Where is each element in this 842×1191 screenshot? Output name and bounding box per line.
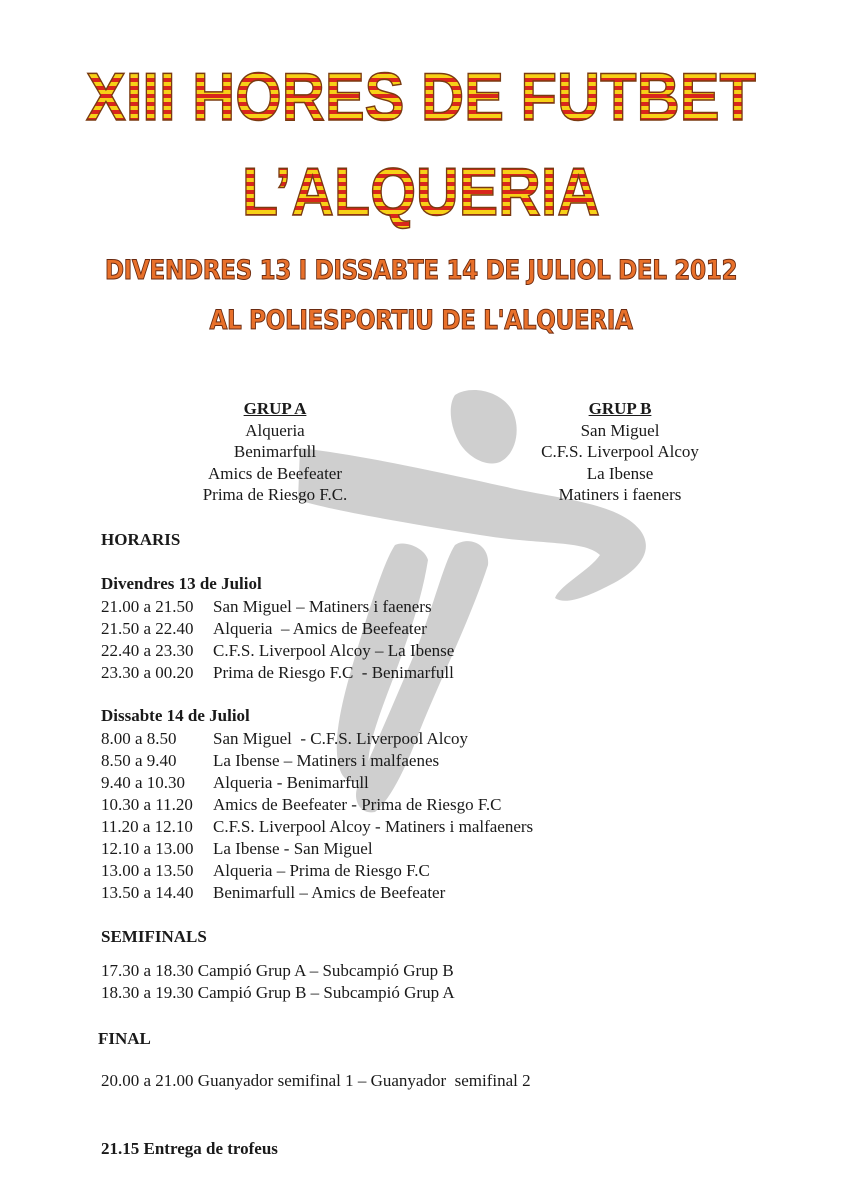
match-time: 8.00 a 8.50 bbox=[101, 729, 177, 748]
final-row: 20.00 a 21.00 Guanyador semifinal 1 – Guanyador semifinal 2 bbox=[101, 1071, 531, 1090]
match-time: 21.50 a 22.40 bbox=[101, 619, 194, 638]
friday-heading: Divendres 13 de Juliol bbox=[101, 574, 262, 593]
group-b bbox=[505, 398, 735, 506]
team: C.F.S. Liverpool Alcoy bbox=[541, 442, 699, 461]
match-teams: Alqueria – Amics de Beefeater bbox=[213, 619, 427, 638]
title-line-2: L’ALQUERIA bbox=[242, 154, 600, 230]
match-time: 23.30 a 00.20 bbox=[101, 663, 194, 682]
match-teams: Alqueria - Benimarfull bbox=[213, 773, 369, 792]
team: Amics de Beefeater bbox=[207, 463, 343, 483]
match-row bbox=[101, 640, 454, 662]
match-row bbox=[101, 662, 454, 684]
match-teams: San Miguel - C.F.S. Liverpool Alcoy bbox=[213, 729, 469, 748]
match-row bbox=[101, 596, 454, 618]
match-row bbox=[101, 860, 533, 882]
match-teams: San Miguel – Matiners i faeners bbox=[213, 597, 432, 616]
match-row bbox=[101, 750, 533, 772]
semifinal-matches bbox=[101, 960, 455, 1004]
match-teams: La Ibense - San Miguel bbox=[213, 839, 373, 858]
match-time: 22.40 a 23.30 bbox=[101, 641, 194, 660]
match-row bbox=[101, 772, 533, 794]
match-time: 8.50 a 9.40 bbox=[101, 751, 177, 770]
friday-matches bbox=[101, 596, 454, 684]
group-b-heading: GRUP B bbox=[588, 399, 652, 418]
final-match bbox=[101, 1070, 531, 1092]
match-teams: Alqueria – Prima de Riesgo F.C bbox=[213, 861, 430, 880]
saturday-heading: Dissabte 14 de Juliol bbox=[101, 706, 250, 725]
team: Matiners i faeners bbox=[558, 485, 682, 504]
group-a-heading: GRUP A bbox=[243, 399, 307, 418]
final-heading: FINAL bbox=[98, 1029, 151, 1048]
team: Alqueria bbox=[245, 420, 305, 440]
match-teams: Amics de Beefeater - Prima de Riesgo F.C bbox=[213, 795, 502, 814]
schedule-heading: HORARIS bbox=[101, 530, 181, 549]
group-a bbox=[150, 398, 400, 506]
match-teams: C.F.S. Liverpool Alcoy - Matiners i malfaeners bbox=[213, 817, 534, 836]
match-time: 21.00 a 21.50 bbox=[101, 597, 194, 616]
match-teams: La Ibense – Matiners i malfaenes bbox=[213, 751, 440, 770]
match-row bbox=[101, 882, 533, 904]
match-row bbox=[101, 794, 533, 816]
saturday-matches bbox=[101, 728, 533, 904]
match-time: 11.20 a 12.10 bbox=[101, 817, 193, 836]
match-time: 13.50 a 14.40 bbox=[101, 883, 194, 902]
match-teams: Prima de Riesgo F.C - Benimarfull bbox=[213, 663, 454, 682]
team: Prima de Riesgo F.C. bbox=[202, 485, 348, 504]
match-time: 12.10 a 13.00 bbox=[101, 839, 194, 858]
match-time: 9.40 a 10.30 bbox=[101, 773, 186, 792]
semifinal-row: 17.30 a 18.30 Campió Grup A – Subcampió Grup B bbox=[101, 961, 454, 980]
title-line-1: XIII HORES DE FUTBET bbox=[86, 59, 756, 135]
semifinals-heading: SEMIFINALS bbox=[101, 927, 207, 946]
team: La Ibense bbox=[586, 463, 654, 483]
event-venue: AL POLIESPORTIU DE L'ALQUERIA bbox=[209, 305, 633, 336]
match-teams: Benimarfull – Amics de Beefeater bbox=[213, 883, 446, 902]
team: San Miguel bbox=[580, 420, 660, 440]
match-row bbox=[101, 618, 454, 640]
team: Benimarfull bbox=[233, 442, 317, 461]
semifinal-row: 18.30 a 19.30 Campió Grup B – Subcampió Grup A bbox=[101, 983, 455, 1002]
match-teams: C.F.S. Liverpool Alcoy – La Ibense bbox=[213, 641, 455, 660]
match-row bbox=[101, 816, 533, 838]
match-time: 13.00 a 13.50 bbox=[101, 861, 194, 880]
match-row bbox=[101, 728, 533, 750]
event-dates: DIVENDRES 13 I DISSABTE 14 DE JULIOL DEL 2012 bbox=[104, 255, 738, 286]
trophy-ceremony: 21.15 Entrega de trofeus bbox=[101, 1139, 278, 1158]
match-row bbox=[101, 838, 533, 860]
event-title bbox=[0, 50, 842, 240]
match-time: 10.30 a 11.20 bbox=[101, 795, 193, 814]
